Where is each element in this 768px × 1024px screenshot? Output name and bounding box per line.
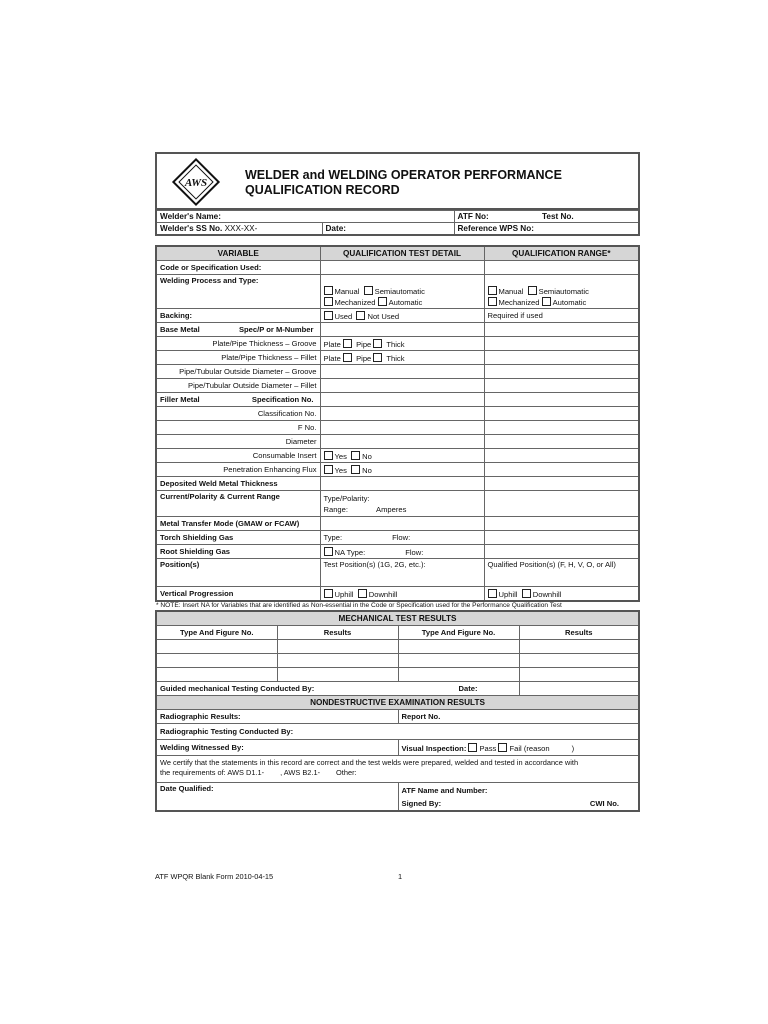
classification-label: Classification No.	[156, 407, 320, 421]
base-metal-label	[156, 323, 320, 337]
range-downhill-checkbox[interactable]	[522, 589, 531, 598]
range-automatic-label: Automatic	[552, 298, 587, 307]
range-header: QUALIFICATION RANGE*	[484, 246, 639, 261]
root-na-checkbox[interactable]	[324, 547, 333, 556]
spec-no-text: Specification No.	[251, 395, 314, 404]
flux-yes-checkbox[interactable]	[324, 465, 333, 474]
plate-groove-detail	[320, 337, 484, 351]
backing-label: Backing:	[156, 309, 320, 323]
mech-date[interactable]	[458, 682, 639, 696]
mechanical-table	[155, 610, 640, 812]
range-mechanized-label: Mechanized	[498, 298, 540, 307]
pipe-od-groove-range[interactable]	[484, 365, 639, 379]
not-used-label: Not Used	[367, 311, 400, 321]
uphill-label: Uphill	[334, 589, 354, 599]
plate-groove-checkbox[interactable]	[343, 339, 352, 348]
manual-label: Manual	[334, 287, 360, 296]
downhill-checkbox[interactable]	[358, 589, 367, 598]
torch-gas-range[interactable]	[484, 531, 639, 545]
mech-conducted-by[interactable]: Guided mechanical Testing Conducted By:	[156, 682, 519, 696]
current-range[interactable]	[484, 491, 639, 517]
mech-row	[156, 640, 639, 654]
mech-cell[interactable]	[156, 654, 277, 668]
footer-page-number: 1	[398, 872, 403, 881]
flux-no-checkbox[interactable]	[351, 465, 360, 474]
range-automatic-checkbox[interactable]	[542, 297, 551, 306]
logo-text: AWS	[184, 177, 208, 189]
report-no[interactable]: Report No.	[398, 710, 639, 724]
nde-title: NONDESTRUCTIVE EXAMINATION RESULTS	[156, 696, 639, 710]
range-semiautomatic-label: Semiautomatic	[538, 287, 589, 296]
base-metal-detail[interactable]	[320, 323, 484, 337]
current-detail[interactable]	[320, 491, 484, 517]
fail-close: )	[571, 743, 575, 753]
reference-wps-field[interactable]: Reference WPS No:	[454, 223, 639, 236]
flux-no-label: No	[362, 465, 372, 475]
type-polarity-text: Type/Polarity:	[323, 493, 370, 503]
root-gas-range[interactable]	[484, 545, 639, 559]
penetration-flux-label: Penetration Enhancing Flux	[156, 463, 320, 477]
penetration-flux-detail	[320, 463, 484, 477]
plate-fillet-detail	[320, 351, 484, 365]
mech-cell[interactable]	[277, 668, 398, 682]
amperes-text: Amperes	[376, 504, 407, 514]
manual-checkbox[interactable]	[324, 286, 333, 295]
cert-aws-d11: the requirements of: AWS D1.1-	[160, 768, 265, 777]
position-detail[interactable]: Test Position(s) (1G, 2G, etc.):	[320, 559, 484, 587]
filler-metal-range[interactable]	[484, 393, 639, 407]
current-label: Current/Polarity & Current Range	[156, 491, 320, 517]
code-label: Code or Specification Used:	[156, 261, 320, 275]
classification-detail[interactable]	[320, 407, 484, 421]
filler-metal-text: Filler Metal	[160, 395, 200, 404]
transfer-mode-range[interactable]	[484, 517, 639, 531]
range-uphill-label: Uphill	[498, 589, 518, 599]
thick-label: Thick	[386, 339, 405, 349]
process-range	[484, 275, 639, 309]
range-downhill-label: Downhill	[532, 589, 562, 599]
atf-no-field[interactable]: ATF No:	[454, 211, 539, 223]
pipe-label: Pipe	[356, 339, 372, 349]
plate-groove-range[interactable]	[484, 337, 639, 351]
pass-checkbox[interactable]	[468, 743, 477, 752]
visual-inspection	[398, 740, 639, 756]
mechanized-label: Mechanized	[334, 298, 376, 307]
root-na-label: NA	[334, 547, 345, 557]
pipe-fillet-text: Pipe	[356, 353, 372, 363]
filler-metal-detail[interactable]	[320, 393, 484, 407]
footer-form-id: ATF WPQR Blank Form 2010-04-15	[155, 872, 274, 881]
used-label: Used	[334, 311, 353, 321]
mech-row	[156, 654, 639, 668]
plate-fillet-label: Plate/Pipe Thickness – Fillet	[156, 351, 320, 365]
aws-logo-icon	[171, 157, 221, 207]
title-line-2: QUALIFICATION RECORD	[245, 183, 400, 197]
uphill-checkbox[interactable]	[324, 589, 333, 598]
position-range[interactable]: Qualified Position(s) (F, H, V, O, or All)	[484, 559, 639, 587]
mech-cell[interactable]	[277, 654, 398, 668]
diameter-detail[interactable]	[320, 435, 484, 449]
range-uphill-checkbox[interactable]	[488, 589, 497, 598]
semiautomatic-checkbox[interactable]	[364, 286, 373, 295]
mech-col2-header: Results	[277, 626, 398, 640]
diameter-label: Diameter	[156, 435, 320, 449]
variables-table	[155, 245, 640, 602]
deposited-range[interactable]	[484, 477, 639, 491]
mech-cell[interactable]	[519, 654, 639, 668]
variable-header: VARIABLE	[156, 246, 320, 261]
fail-label: Fail (reason	[509, 743, 550, 753]
position-label: Position(s)	[156, 559, 320, 587]
rt-conducted-by[interactable]: Radiographic Testing Conducted By:	[156, 724, 639, 740]
date-qualified[interactable]: Date Qualified:	[156, 783, 398, 812]
fail-checkbox[interactable]	[498, 743, 507, 752]
welding-witnessed[interactable]: Welding Witnessed By:	[156, 740, 398, 756]
test-no-field[interactable]: Test No.	[539, 211, 639, 223]
welders-ss-field[interactable]	[156, 223, 322, 236]
mech-cell[interactable]	[398, 668, 519, 682]
pipe-od-fillet-detail[interactable]	[320, 379, 484, 393]
consumable-insert-detail	[320, 449, 484, 463]
plate-fillet-text: Plate	[323, 353, 341, 363]
welders-ss-value: XXX-XX-	[224, 224, 258, 233]
mech-col4-header: Results	[519, 626, 639, 640]
plate-fillet-checkbox[interactable]	[343, 353, 352, 362]
mech-cell[interactable]	[519, 668, 639, 682]
not-used-checkbox[interactable]	[356, 311, 365, 320]
visual-label: Visual Inspection:	[401, 743, 467, 753]
plate-fillet-range[interactable]	[484, 351, 639, 365]
torch-type-text: Type:	[323, 533, 343, 542]
f-no-range[interactable]	[484, 421, 639, 435]
diameter-range[interactable]	[484, 435, 639, 449]
plate-groove-label: Plate/Pipe Thickness – Groove	[156, 337, 320, 351]
pipe-groove-checkbox[interactable]	[373, 339, 382, 348]
pipe-od-groove-label: Pipe/Tubular Outside Diameter – Groove	[156, 365, 320, 379]
insert-no-checkbox[interactable]	[351, 451, 360, 460]
mech-cell[interactable]	[398, 640, 519, 654]
range-manual-checkbox[interactable]	[488, 286, 497, 295]
vertical-label: Vertical Progression	[156, 587, 320, 602]
mech-date-label: Date:	[458, 684, 478, 693]
atf-signature-block[interactable]	[398, 783, 639, 812]
process-detail	[320, 275, 484, 309]
mech-col1-header: Type And Figure No.	[156, 626, 277, 640]
root-gas-detail	[320, 545, 484, 559]
consumable-insert-range[interactable]	[484, 449, 639, 463]
welders-name-field[interactable]: Welder's Name:	[156, 211, 454, 223]
used-checkbox[interactable]	[324, 311, 333, 320]
mech-col3-header: Type And Figure No.	[398, 626, 519, 640]
mech-cell[interactable]	[277, 640, 398, 654]
certification-statement	[156, 756, 639, 783]
insert-no-label: No	[362, 451, 372, 461]
thick-fillet-text: Thick	[386, 353, 405, 363]
form-title	[245, 168, 562, 198]
automatic-label: Automatic	[388, 298, 423, 307]
range-text: Range:	[323, 504, 348, 514]
backing-detail	[320, 309, 484, 323]
cert-aws-b21: , AWS B2.1-	[280, 768, 321, 777]
process-label: Welding Process and Type:	[156, 275, 320, 309]
torch-flow-text: Flow:	[392, 533, 411, 542]
range-manual-label: Manual	[498, 287, 524, 296]
f-no-label: F No.	[156, 421, 320, 435]
penetration-flux-range[interactable]	[484, 463, 639, 477]
pipe-od-fillet-label: Pipe/Tubular Outside Diameter – Fillet	[156, 379, 320, 393]
date-field[interactable]: Date:	[322, 223, 454, 236]
transfer-mode-label: Metal Transfer Mode (GMAW or FCAW)	[156, 517, 320, 531]
vertical-range	[484, 587, 639, 602]
variables-note: * NOTE: Insert NA for Variables that are identified as Non-essential in the Code or Specification used for the Performance Qualification Test	[156, 602, 562, 609]
torch-gas-label: Torch Shielding Gas	[156, 531, 320, 545]
pipe-fillet-checkbox[interactable]	[373, 353, 382, 362]
automatic-checkbox[interactable]	[378, 297, 387, 306]
atf-name-label: ATF Name and Number:	[401, 785, 488, 795]
f-no-detail[interactable]	[320, 421, 484, 435]
radiographic-results[interactable]: Radiographic Results:	[156, 710, 398, 724]
welder-id-table	[155, 210, 640, 236]
range-mechanized-checkbox[interactable]	[488, 297, 497, 306]
mech-cell[interactable]	[398, 654, 519, 668]
mech-cell[interactable]	[156, 640, 277, 654]
mech-row	[156, 668, 639, 682]
mech-cell[interactable]	[519, 640, 639, 654]
cert-other: Other:	[336, 768, 357, 777]
pipe-od-fillet-range[interactable]	[484, 379, 639, 393]
title-line-1: WELDER and WELDING OPERATOR PERFORMANCE	[245, 168, 562, 182]
pipe-od-groove-detail[interactable]	[320, 365, 484, 379]
torch-gas-detail[interactable]	[320, 531, 484, 545]
detail-header: QUALIFICATION TEST DETAIL	[320, 246, 484, 261]
cwi-no-label: CWI No.	[589, 798, 619, 808]
insert-yes-checkbox[interactable]	[324, 451, 333, 460]
deposited-detail[interactable]	[320, 477, 484, 491]
root-gas-label: Root Shielding Gas	[156, 545, 320, 559]
classification-range[interactable]	[484, 407, 639, 421]
welders-ss-label: Welder's SS No.	[160, 224, 223, 233]
mech-cell[interactable]	[156, 668, 277, 682]
code-range[interactable]	[484, 261, 639, 275]
pass-label: Pass	[479, 743, 497, 753]
consumable-insert-label: Consumable Insert	[156, 449, 320, 463]
root-type-text: Type:	[346, 547, 366, 557]
semiautomatic-label: Semiautomatic	[374, 287, 425, 296]
plate-label: Plate	[323, 339, 341, 349]
deposited-label: Deposited Weld Metal Thickness	[156, 477, 320, 491]
vertical-detail	[320, 587, 484, 602]
form-page	[155, 152, 640, 812]
insert-yes-label: Yes	[334, 451, 347, 461]
transfer-mode-detail[interactable]	[320, 517, 484, 531]
flux-yes-label: Yes	[334, 465, 347, 475]
code-detail[interactable]	[320, 261, 484, 275]
form-header	[155, 152, 640, 210]
base-metal-text: Base Metal	[160, 325, 200, 334]
filler-metal-label	[156, 393, 320, 407]
mechanical-title: MECHANICAL TEST RESULTS	[156, 611, 639, 626]
base-metal-range[interactable]	[484, 323, 639, 337]
signed-by-label: Signed By:	[401, 798, 442, 808]
mechanized-checkbox[interactable]	[324, 297, 333, 306]
root-flow-text: Flow:	[405, 547, 424, 557]
downhill-label: Downhill	[368, 589, 398, 599]
spec-p-text: Spec/P or M-Number	[238, 325, 314, 334]
cert-line-1: We certify that the statements in this record are correct and the test welds were prepared, welded and tested in accordance with	[160, 758, 579, 767]
range-semiautomatic-checkbox[interactable]	[528, 286, 537, 295]
backing-range: Required if used	[484, 309, 639, 323]
